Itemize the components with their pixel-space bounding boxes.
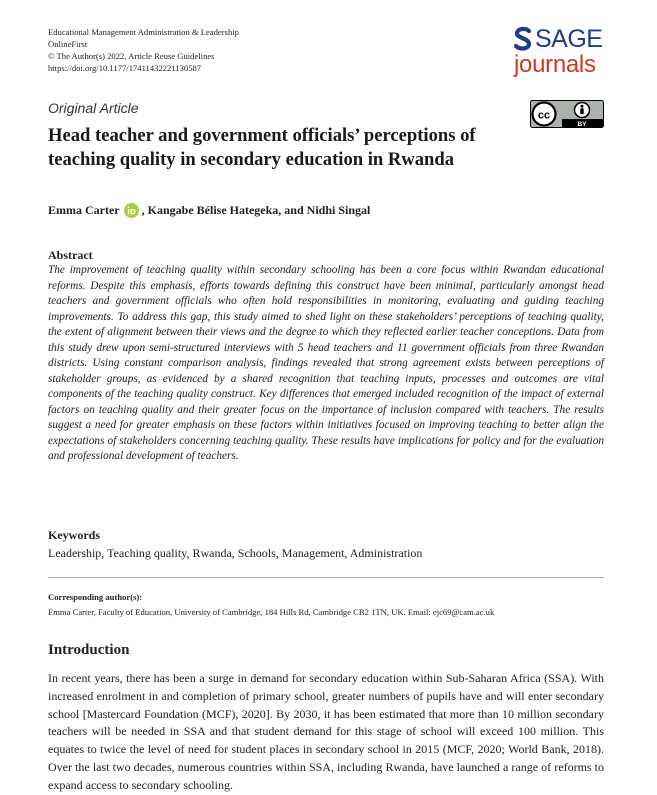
corresponding-heading: Corresponding author(s):: [48, 592, 143, 602]
sage-journals-logo[interactable]: [512, 26, 608, 82]
license-label: BY: [577, 121, 587, 128]
cc-by-license[interactable]: [530, 100, 604, 128]
author-first[interactable]: Emma Carter: [48, 203, 120, 217]
journal-meta: [48, 26, 239, 74]
introduction-text: In recent years, there has been a surge in demand for secondary education within Sub-Saharan Africa (SSA). With increased enrolment in and completion of primary school, greater numbers of pupils have and will enter secondary school [Mastercard Foundation (MCF), 2020]. By 2030, it has been estimated that more than 10 million secondary teachers will be needed in SSA and that student demand for this stage of school will exceed 100 million. This equates to twice the level of need for student places in secondary school in 2015 (MCF, 2020; World Bank, 2018). Over the last two decades, numerous countries within SSA, including Rwanda, have launched a range of reforms to expand access to secondary schooling.: [48, 671, 604, 792]
sage-s-icon: [512, 26, 534, 52]
logo-brand: SAGE: [535, 25, 603, 53]
cc-by-icon: [530, 100, 604, 128]
doi-link[interactable]: https://doi.org/10.1177/17411432221130587: [48, 63, 202, 73]
abstract-text: The improvement of teaching quality within secondary schooling has been a core focus within Rwandan educational reforms. Despite this emphasis, efforts towards defining this construct have been minimal, particularly amongst head teachers and government officials who often hold responsibilities in monitoring, evaluating and guiding teaching improvements. To address this gap, this study aimed to shed light on these stakeholders’ perceptions of teaching quality, the extent of alignment between their views and the degree to which they reflected earlier teacher conceptions. Data from this study drew upon semi-structured interviews with 5 head teachers and 11 government officials from three Rwandan districts. Using constant comparison analysis, findings revealed that strong agreement exists between perceptions of stakeholder groups, as evidenced by a shared recognition that teaching inputs, processes and outcomes are vital components of the teaching quality construct. Key differences that emerged included recognition of the impact of external factors on teaching quality and their greater focus on the importance of inclusion compared with teachers. The results suggest a need for greater emphasis on these factors within initiatives focused on improving teaching to better align the expectations of stakeholders concerning teaching quality. These results have implications for policy and for the evaluation and professional development of teachers.: [48, 264, 604, 462]
section-divider: [48, 577, 604, 578]
author-others[interactable]: , Kangabe Bélise Hategeka, and Nidhi Singal: [141, 203, 371, 217]
keywords-text: Leadership, Teaching quality, Rwanda, Schools, Management, Administration: [48, 546, 423, 560]
author-list: [48, 203, 370, 218]
logo-sub: journals: [514, 51, 596, 78]
article-type: Original Article: [48, 100, 139, 116]
article-title: Head teacher and government officials’ perceptions of teaching quality in secondary education in Rwanda: [48, 125, 476, 170]
orcid-icon[interactable]: [124, 203, 139, 218]
keywords-heading: Keywords: [48, 528, 100, 542]
corresponding-details: Emma Carter, Faculty of Education, University of Cambridge, 184 Hills Rd, Cambridge CB2 1TN, UK. Email: ejc69@cam.ac.uk: [48, 607, 495, 617]
copyright-line[interactable]: © The Author(s) 2022, Article Reuse Guidelines: [48, 51, 215, 61]
journal-name: Educational Management Administration & Leadership: [48, 27, 239, 37]
svg-text:cc: cc: [537, 109, 551, 122]
introduction-heading: Introduction: [48, 642, 130, 658]
abstract-heading: Abstract: [48, 248, 93, 262]
publication-status: OnlineFirst: [48, 39, 88, 49]
